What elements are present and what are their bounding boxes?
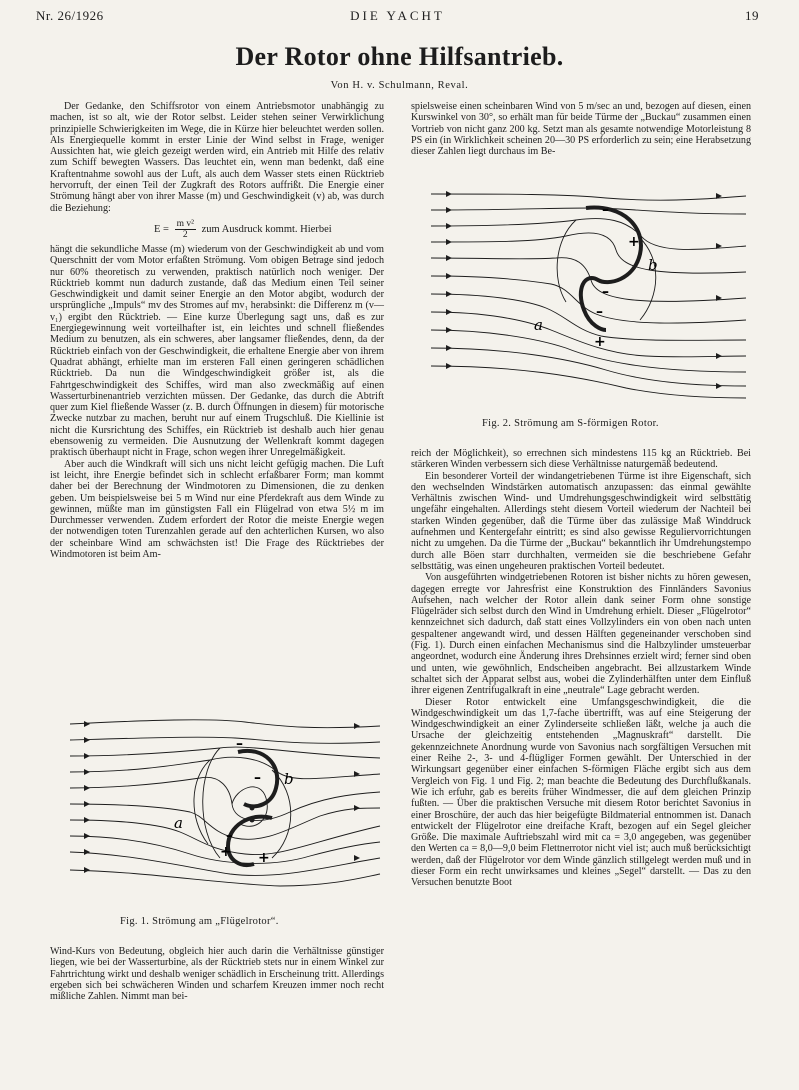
paragraph: spielsweise einen scheinbaren Wind von 5 m/sec an und, bezogen auf diesen, einen Kurswinkel von 30°, so erhält man für beide Türme der „Buckau“ zusammen einen Vortrieb von nicht ganz 200 kg. Setzt man als gesamte notwendige Motorleistung 8 PS ein (in Wirklichkeit scheinen 20—30 PS erforderlich zu sein; eine Herabsetzung dieser Zahlen liegt durchaus im Be- bbox=[411, 101, 751, 158]
figure-2-caption: Fig. 2. Strömung am S-förmigen Rotor. bbox=[482, 418, 659, 429]
paragraph: Dieser Rotor entwickelt eine Umfangsgeschwindigkeit, die die Windgeschwindigkeit um das 1,7-fache übertrifft, was auf eine Steigerung der Windgeschwindigkeit an einer Zylinderseite schließen läßt, welche ja auch die Ursache der gleichzeitig entstehenden „Magnuskraft“ darstellt. Die gekennzeichnete Anordnung wurde von Savonius nach sorgfältigen Versuchen mit einer Reihe 2-, 3- und 4-flügliger Formen gewählt. Der Unterschied in der Wirkungsart gegenüber einer einfachen S-förmigen Fläche ergibt sich aus dem Vergleich von Fig. 1 und Fig. 2; man beachte die Bedeutung des Durchflußkanals. Wie ich erfuhr, gab es bereits früher Windmesser, die auf dem gleichen Prinzip fußten. — Über die praktischen Versuche mit diesem Rotor berichtet Savonius in einer Broschüre, der auch das hier beigefügte Bildmaterial entnommen ist. Danach entwickelt der Flügelrotor eine dreifache Kraft, bezogen auf ein Segel gleicher Größe. Die maximale Auftriebszahl wird mit ca = 3,0 angegeben, was gegenüber den Werten ca = 8,0—9,0 beim Flettnerrotor nicht viel ist; auch muß berücksichtigt werden, daß der Flügelrotor vor dem Winde gänzlich stillgelegt werden muß und in dieser Form ein recht unwirksames und kleines „Segel“ darstellt. — Das zu den Versuchen benutzte Boot bbox=[411, 696, 751, 889]
paragraph: Wind-Kurs von Bedeutung, obgleich hier auch darin die Verhältnisse günstiger liegen, wie bei der Wasserturbine, als der Rücktrieb stets nur in einem Winkel zur Fahrtrichtung wirkt und deshalb weniger schädlich in Erscheinung tritt. Allerdings ergeben sich bei schwächeren Winden und scharfem Kreuzen immer noch recht mißliche Zahlen. Nimmt man bei- bbox=[50, 946, 384, 1003]
page-number: 19 bbox=[745, 8, 759, 23]
left-column-upper bbox=[50, 101, 384, 560]
figure-1-caption: Fig. 1. Strömung am „Flügelrotor“. bbox=[120, 916, 279, 927]
formula-lhs: E = bbox=[154, 223, 169, 235]
left-column-lower bbox=[50, 946, 384, 1002]
figure-1 bbox=[60, 708, 390, 893]
article-title: Der Rotor ohne Hilfsantrieb. bbox=[235, 42, 564, 71]
paragraph: Ein besonderer Vorteil der windangetriebenen Türme ist ihre Eigenschaft, sich den wechselnden Windstärken automatisch anzupassen: das einmal gewählte Verhältnis zwischen Wind- und Umdrehungsgeschwindigkeit wird selbsttätig ungefähr eingehalten. Allerdings steht diesem Vorteil wiederum der Nachteil bei starken Winden gegenüber, daß die Türme über das zulässige Maß Winddruck aufnehmen und Kentergefahr eintritt; es sind also gewisse Reguliervorrichtungen nicht zu umgehen. Da die Türme der „Buckau“ bekanntlich ihr Umdrehungstempo durch alle Böen starr durchhalten, vermeiden sie die beschriebene Gefahr selbsttätig, was einen ungeheuren praktischen Vorteil bedeutet. bbox=[411, 470, 751, 572]
paragraph: Aber auch die Windkraft will sich uns nicht leicht gefügig machen. Die Luft ist leicht, ihre Energie befindet sich in schlecht erfaßbarer Form; man kommt daher bei der Berechnung der Windmotoren zu Dimensionen, die zu denken geben. Um beispielsweise bei 5 m Wind nur eine Pferdekraft aus dem Winde zu gewinnen, müßte man im günstigsten Fall ein Flügelrad von etwa 5½ m im Durchmesser verwenden. Zudem erfordert der Rotor die meiste Energie wegen der notwendigen toten Turenzahlen gerade auf den achterlichen Kursen, wo also der scheinbare Wind am schwächsten ist! Die Frage des Rücktriebes der Windmotoren ist beim Am- bbox=[50, 458, 384, 560]
fig1-plus-right: + bbox=[258, 850, 270, 866]
paragraph: reich der Möglichkeit), so errechnen sich mindestens 115 kg an Rücktrieb. Bei stärkeren Winden verbessern sich diese Verhältnisse naturgemäß bedeutend. bbox=[411, 448, 751, 471]
fig2-plus-upper: + bbox=[628, 234, 640, 250]
right-column-top bbox=[411, 101, 751, 157]
journal-name: DIE YACHT bbox=[350, 8, 445, 23]
fig1-minus-top: – bbox=[236, 736, 243, 752]
fig2-label-a: a bbox=[534, 316, 543, 334]
issue-number: Nr. 26/1926 bbox=[36, 8, 104, 23]
running-header bbox=[36, 8, 759, 30]
fig1-label-b: b bbox=[284, 770, 294, 788]
formula-denominator: 2 bbox=[182, 229, 188, 240]
fig2-plus-lower: + bbox=[594, 334, 606, 350]
formula-fraction bbox=[175, 219, 196, 240]
formula-rest: zum Ausdruck kommt. Hierbei bbox=[201, 223, 332, 235]
fig2-minus-low: – bbox=[596, 304, 603, 320]
paragraph: Von ausgeführten windgetriebenen Rotoren ist bisher nichts zu hören gewesen, dagegen erregte vor Jahresfrist eine Konstruktion des Finnländers Savonius Aufsehen, nach welcher der Rotor allein dank seiner Form ohne sonstige Flügelräder sich selbst durch den Wind in Umdrehung erhielt. Dieser „Flügelrotor“ kennzeichnet sich dadurch, daß statt eines Vollzylinders ein von oben nach unten gespaltener angewandt wird, und dessen Hälften gegeneinander verschoben sind (Fig. 1). Durch einen einfachen Mechanismus sind die Halbzylinder umsteuerbar angeordnet, wodurch eine Änderung ihres Drehsinnes erzielt wird; ferner sind oben und unten, wie gewöhnlich, Endscheiben angebracht. Bei allzustarkem Winde schaltet sich der Apparat selbst aus, wobei die Zylinderhälften unter dem Einfluß ihrer eigenen Zentrifugalkraft in eine „neutrale“ Lage gebracht werden. bbox=[411, 572, 751, 697]
fig2-minus-mid: – bbox=[602, 284, 609, 300]
fig1-minus-low: – bbox=[226, 828, 233, 844]
fig2-label-b: b bbox=[648, 256, 658, 274]
fig1-label-a: a bbox=[174, 814, 183, 832]
paragraph: hängt die sekundliche Masse (m) wiederum von der Geschwindigkeit ab und vom Querschnitt der vom Motor erfaßten Strömung. Vom obigen Betrage sind jedoch nur 60% theoretisch zu verwenden, praktisch natürlich noch weniger. Der Rücktrieb kommt nun dadurch zustande, daß das Medium einen Teil seiner Geschwindigkeit und damit seiner Energie an den Motor abgibt, wodurch der ursprüngliche „Impuls“ mv des Stromes auf mv₁ herabsinkt: die Differenz m (v—v₁) ergibt den Rücktrieb. — Eine kurze Überlegung sagt uns, daß es zur Energiegewinnung weit vorteilhafter ist, ein leichtes und schnell fließendes Medium zu benutzen, als ein schweres, aber langsamer fließendes, denn, da der Rücktrieb einfach von der Geschwindigkeit, die erhaltene Energie aber von ihrem Quadrat abhängt, erhielte man im ersteren Fall einen geringeren schädlichen Rücktrieb. Da nun die Windgeschwindigkeit größer ist, als die Fahrtgeschwindigkeit des Schiffes, wird man also zweckmäßig auf einen Wasserturbinenantrieb verzichten müssen. Der Gedanke, das durch die Abtrift quer zum Kiel fließende Wasser (z. B. durch Öffnungen in diesem) für motorische Zwecke nutzbar zu machen, beruht nur auf einem Trugschluß. Die Kiellinie ist nicht die Kursrichtung des Schiffes, ein Rücktrieb ist deshalb auch hier genau ebensowenig zu vermeiden. Die Ausnutzung der Wellenkraft kommt dagegen praktisch überhaupt nicht in Frage, schon wegen ihrer Unregelmäßigkeit. bbox=[50, 243, 384, 459]
article-byline: Von H. v. Schulmann, Reval. bbox=[330, 80, 469, 91]
fig2-minus-top: – bbox=[602, 202, 609, 218]
fig1-plus-left: + bbox=[220, 844, 232, 860]
energy-formula bbox=[50, 219, 384, 240]
figure-2 bbox=[426, 180, 751, 402]
paragraph: Der Gedanke, den Schiffsrotor von einem Antriebsmotor unabhängig zu machen, ist so alt, wie der Rotor selbst. Leider stehen seiner Verwirklichung prinzipielle Schwierigkeiten im Wege, die in Kürze hier beleuchtet werden sollen. Als Energiequelle kommt in erster Linie der Wind selbst in Frage, weniger Aussichten hat, wie gleich gezeigt werden wird, ein Antrieb mit Hilfe des relativ zum Schiff bewegten Wassers. Das leuchtet ein, wenn man bedenkt, daß eine Kraftentnahme sowohl aus der Luft, als auch dem Wasser stets einen Rücktrieb hervorruft, der einen Teil der Zugkraft des Rotors auffrißt. Die Energie einer Strömung hängt aber von ihrer Masse (m) und Geschwindigkeit (v) ab, was durch die Beziehung: bbox=[50, 101, 384, 214]
formula-numerator: m v² bbox=[176, 218, 194, 229]
right-column-lower bbox=[411, 448, 751, 889]
fig1-minus-mid: – bbox=[254, 770, 261, 786]
